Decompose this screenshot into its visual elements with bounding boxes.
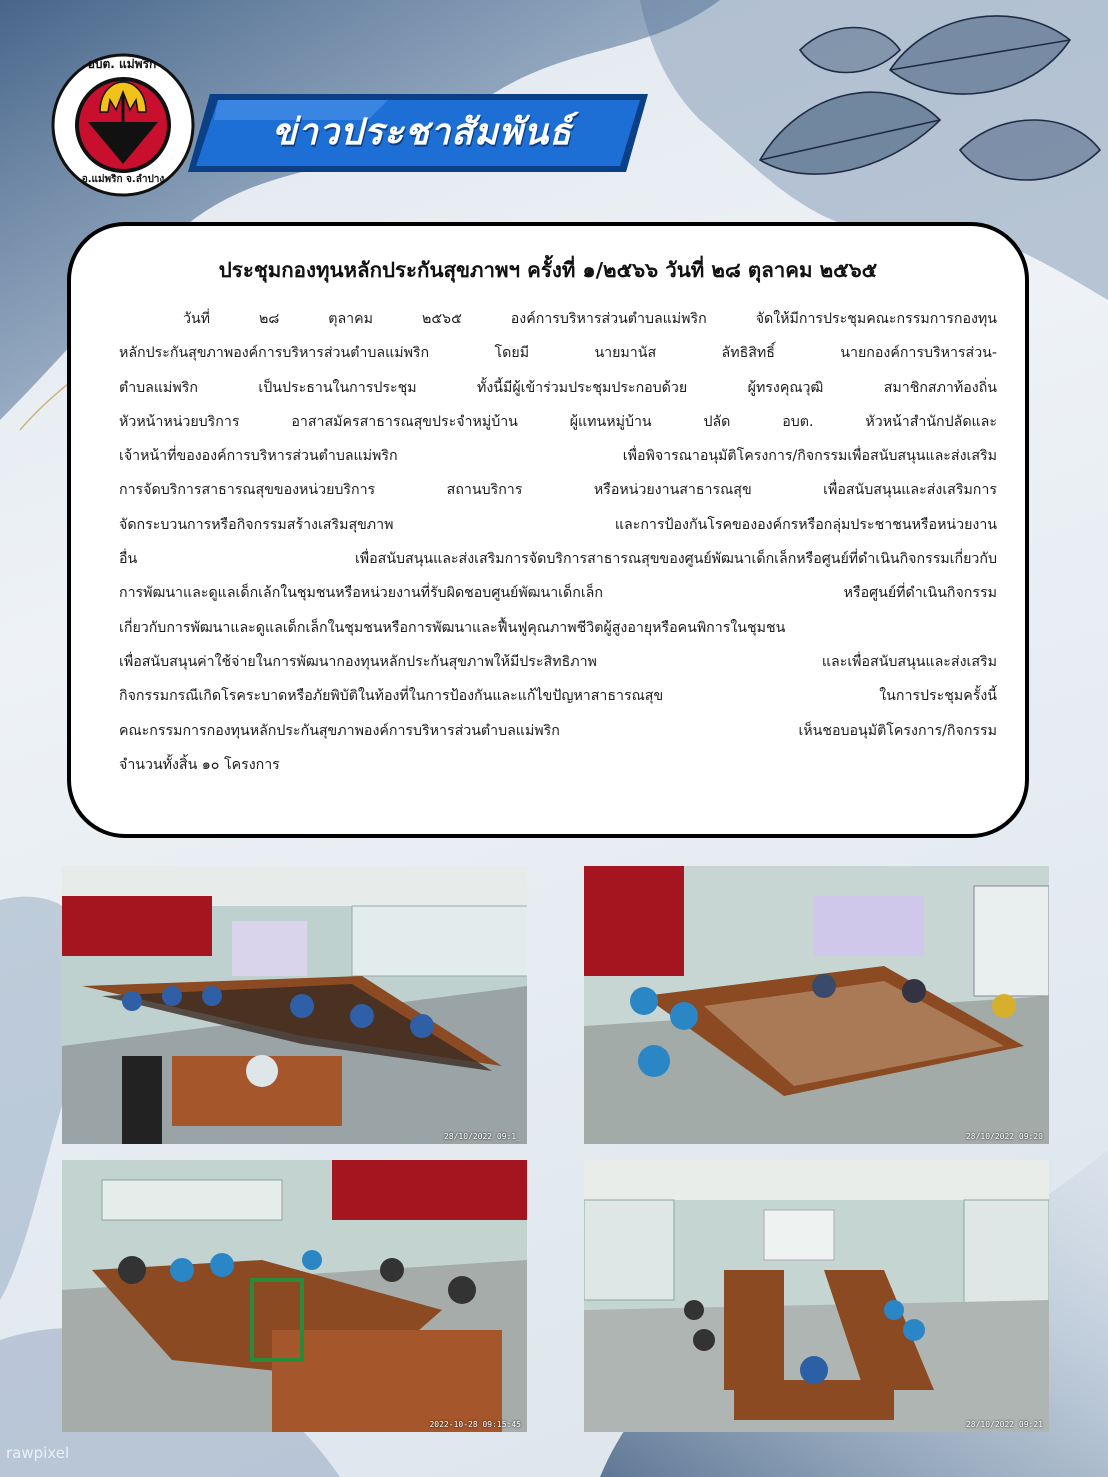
leaf-decoration-icon: [740, 10, 1108, 210]
article-line: จำนวนทั้งสิ้น ๑๐ โครงการ: [119, 756, 280, 773]
article-line: กิจกรรมกรณีเกิดโรคระบาดหรือภัยพิบัติในท้องที่ในการป้องกันและแก้ไขปัญหาสาธารณสุข ในการประชุมครั้งนี้: [119, 688, 997, 705]
article-line: เจ้าหน้าที่ขององค์การบริหารส่วนตำบลแม่พริก เพื่อพิจารณาอนุมัติโครงการ/กิจกรรมเพื่อสนับสนุนและส่งเสริม: [119, 448, 997, 465]
article-line: คณะกรรมการกองทุนหลักประกันสุขภาพองค์การบริหารส่วนตำบลแม่พริก เห็นชอบอนุมัติโครงการ/กิจกรรม: [119, 722, 997, 739]
article-body: [119, 302, 997, 782]
meeting-photo-1: [62, 866, 527, 1144]
article-card: [67, 222, 1029, 838]
article-line: เพื่อสนับสนุนค่าใช้จ่ายในการพัฒนากองทุนหลักประกันสุขภาพให้มีประสิทธิภาพ และเพื่อสนับสนุนและส่งเสริม: [119, 653, 997, 670]
meeting-photo-4: [584, 1160, 1049, 1432]
photo-timestamp: 28/10/2022 09:20: [965, 1132, 1043, 1141]
article-line: เกี่ยวกับการพัฒนาและดูแลเด็กเล็กในชุมชนหรือการพัฒนาและฟื้นฟูคุณภาพชีวิตผู้สูงอายุหรือคนพิการในชุมชน: [119, 619, 786, 636]
article-line: หัวหน้าหน่วยบริการ อาสาสมัครสาธารณสุขประจำหมู่บ้าน ผู้แทนหมู่บ้าน ปลัด อบต. หัวหน้าสำนักปลัดและ: [119, 413, 997, 430]
page-title: ข่าวประชาสัมพันธ์: [271, 112, 573, 153]
watermark: rawpixel: [6, 1444, 70, 1462]
photo-timestamp: 2022-10-28 09:15:45: [429, 1420, 521, 1429]
article-line: วันที่ ๒๘ ตุลาคม ๒๕๖๕ องค์การบริหารส่วนตำบลแม่พริก จัดให้มีการประชุมคณะกรรมการกองทุน: [183, 311, 997, 327]
article-line: การพัฒนาและดูแลเด็กเล้กในชุมชนหรือหน่วยงานที่รับผิดชอบศูนย์พัฒนาเด็กเล็ก หรือศูนย์ที่ดำเนินกิจกรรม: [119, 585, 997, 602]
meeting-photo-3: [62, 1160, 527, 1432]
article-line: จัดกระบวนการหรือกิจกรรมสร้างเสริมสุขภาพ และการป้องกันโรคขององค์กรหรือกลุ่มประชาชนหรือหน่วยงาน: [119, 516, 997, 533]
article-headline: ประชุมกองทุนหลักประกันสุขภาพฯ ครั้งที่ ๑/๒๕๖๖ วันที่ ๒๘ ตุลาคม ๒๕๖๕: [218, 258, 878, 282]
meeting-photo-2: [584, 866, 1049, 1144]
article-line: การจัดบริการสาธารณสุขของหน่วยบริการ สถานบริการ หรือหน่วยงานสาธารณสุข เพื่อสนับสนุนและส่งเสริมการ: [119, 482, 997, 499]
article-line: หลักประกันสุขภาพองค์การบริหารส่วนตำบลแม่พริก โดยมี นายมานัส ลัทธิสิทธิ์ นายกองค์การบริหารส่วน-: [119, 345, 997, 362]
logo-bottom-text: อ.แม่พริก จ.ลำปาง: [81, 174, 165, 185]
logo-top-text: อบต. แม่พริก: [87, 57, 157, 71]
photo-timestamp: 28/10/2022 09:21: [965, 1420, 1043, 1429]
photo-timestamp: 28/10/2022 09:1_: [443, 1132, 521, 1141]
article-line: อื่น เพื่อสนับสนุนและส่งเสริมการจัดบริการสาธารณสุขของศูนย์พัฒนาเด็กเล็กหรือศูนย์ที่ดำเนินกิจกรรมเกี่ยวกับ: [119, 551, 997, 568]
article-line: ตำบลแม่พริก เป็นประธานในการประชุม ทั้งนี้มีผู้เข้าร่วมประชุมประกอบด้วย ผู้ทรงคุณวุฒิ สมาชิกสภาท้องถิ่น: [119, 379, 997, 396]
